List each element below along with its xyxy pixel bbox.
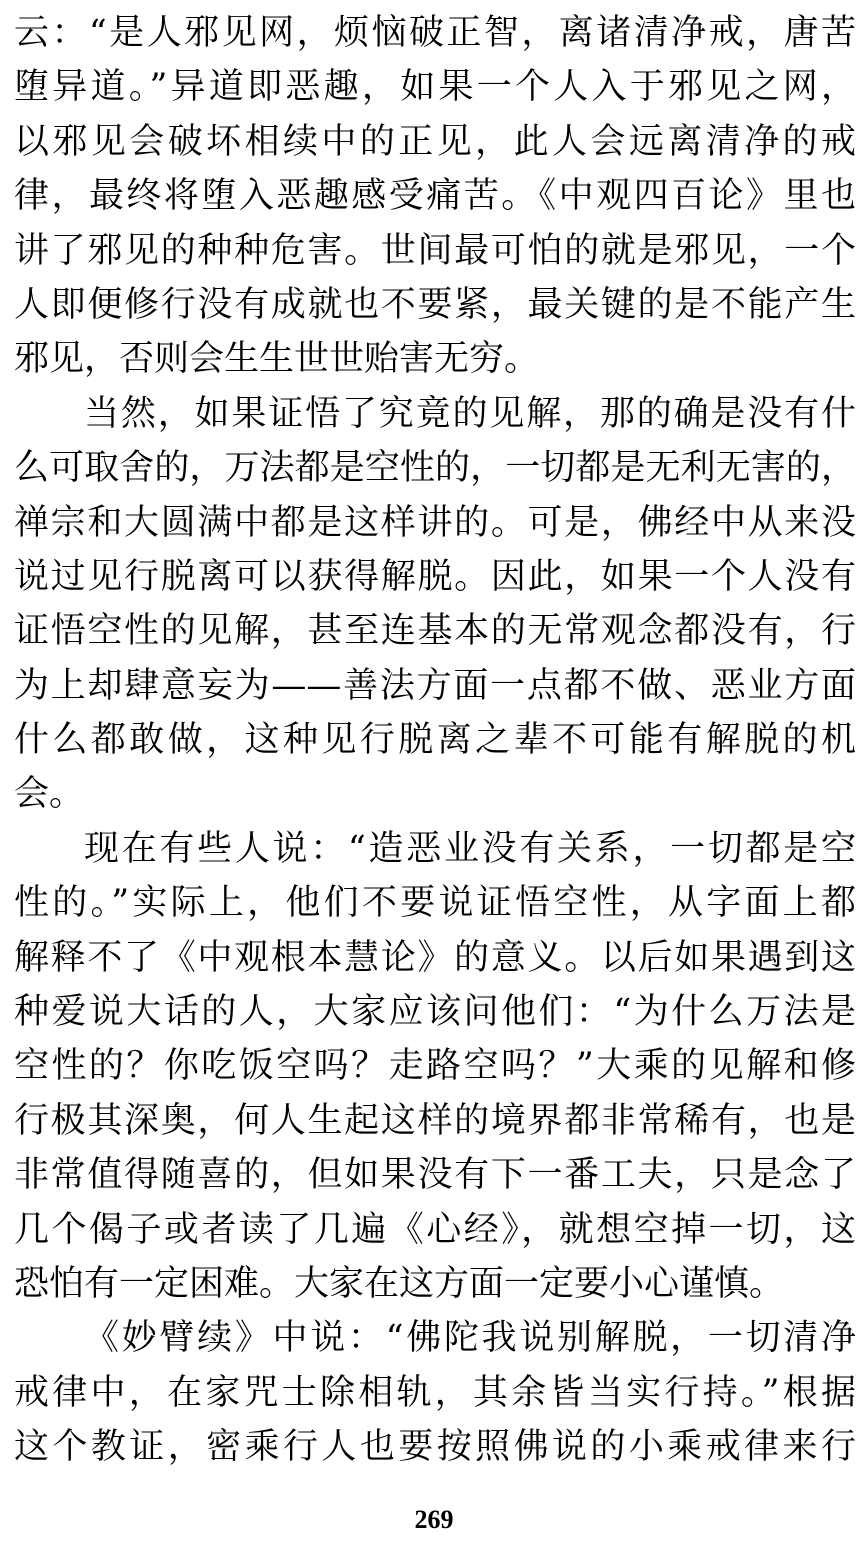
text-line: 解释不了《中观根本慧论》的意义。以后如果遇到这 bbox=[14, 937, 856, 978]
text-line: 邪见，否则会生生世世贻害无穷。 bbox=[14, 339, 540, 380]
text-line: 为上却肆意妄为——善法方面一点都不做、恶业方面 bbox=[14, 665, 856, 706]
text-line: 现在有些人说：“造恶业没有关系，一切都是空 bbox=[84, 828, 856, 869]
text-line: 恐怕有一定困难。大家在这方面一定要小心谨慎。 bbox=[14, 1263, 785, 1304]
text-line: 证悟空性的见解，甚至连基本的无常观念都没有，行 bbox=[14, 611, 856, 652]
text-line: 戒律中，在家咒士除相轨，其余皆当实行持。”根据 bbox=[14, 1372, 856, 1413]
text-line: 说过见行脱离可以获得解脱。因此，如果一个人没有 bbox=[14, 556, 856, 597]
text-line: 当然，如果证悟了究竟的见解，那的确是没有什 bbox=[84, 393, 856, 434]
text-line: 《妙臂续》中说：“佛陀我说别解脱，一切清净 bbox=[84, 1318, 856, 1359]
text-line: 种爱说大话的人，大家应该问他们：“为什么万法是 bbox=[14, 992, 856, 1033]
paragraph-2 bbox=[14, 387, 856, 822]
text-line: 非常值得随喜的，但如果没有下一番工夫，只是念了 bbox=[14, 1155, 856, 1196]
text-line: 讲了邪见的种种危害。世间最可怕的就是邪见，一个 bbox=[14, 230, 856, 271]
text-line: 堕异道。”异道即恶趣，如果一个人入于邪见之网， bbox=[14, 67, 856, 108]
text-line: 空性的？你吃饭空吗？走路空吗？”大乘的见解和修 bbox=[14, 1046, 856, 1087]
text-line: 么可取舍的，万法都是空性的，一切都是无利无害的， bbox=[14, 448, 856, 489]
paragraph-4 bbox=[14, 1311, 856, 1474]
text-line: 性的。”实际上，他们不要说证悟空性，从字面上都 bbox=[14, 883, 856, 924]
text-line: 这个教证，密乘行人也要按照佛说的小乘戒律来行 bbox=[14, 1427, 856, 1468]
text-line: 人即便修行没有成就也不要紧，最关键的是不能产生 bbox=[14, 284, 856, 325]
text-line: 禅宗和大圆满中都是这样讲的。可是，佛经中从来没 bbox=[14, 502, 856, 543]
text-line: 以邪见会破坏相续中的正见，此人会远离清净的戒 bbox=[14, 121, 856, 162]
text-line: 什么都敢做，这种见行脱离之辈不可能有解脱的机 bbox=[14, 720, 856, 761]
text-line: 几个偈子或者读了几遍《心经》，就想空掉一切，这 bbox=[14, 1209, 856, 1250]
text-line: 会。 bbox=[14, 774, 85, 815]
text-line: 云：“是人邪见网，烦恼破正智，离诸清净戒，唐苦 bbox=[14, 13, 856, 53]
paragraph-3 bbox=[14, 822, 856, 1312]
text-line: 律，最终将堕入恶趣感受痛苦。《中观四百论》里也 bbox=[14, 176, 856, 217]
paragraph-1 bbox=[14, 6, 856, 387]
text-line: 行极其深奥，何人生起这样的境界都非常稀有，也是 bbox=[14, 1100, 856, 1141]
body-text bbox=[14, 6, 856, 1475]
page-number: 269 bbox=[414, 1505, 454, 1534]
